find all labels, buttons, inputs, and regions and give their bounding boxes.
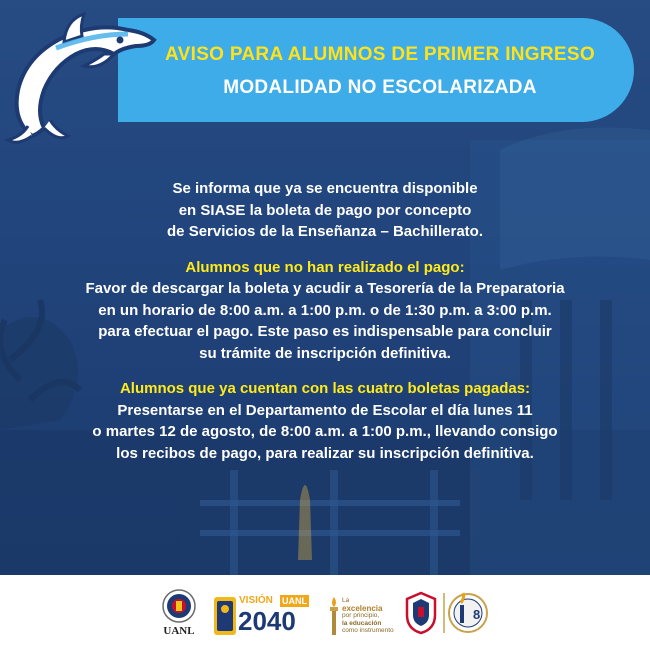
excelencia-logo <box>328 595 394 639</box>
vision-year: 2040 <box>238 606 296 636</box>
section2-line: o martes 12 de agosto, de 8:00 a.m. a 1:00 p.m., llevando consigo <box>92 423 558 440</box>
vision-uanl-label: UANL <box>282 596 307 606</box>
section2-heading: Alumnos que ya cuentan con las cuatro boletas pagadas: <box>119 380 531 397</box>
intro-line: en SIASE la boleta de pago por concepto <box>178 201 472 219</box>
prepa-8-icon <box>443 589 489 637</box>
intro-line: Se informa que ya se encuentra disponible <box>172 180 478 197</box>
header-banner <box>118 18 634 122</box>
excelencia-text: La excelencia por principio, la educación como instrumento <box>342 597 394 634</box>
svg-text:8: 8 <box>473 607 481 622</box>
torch-icon <box>328 597 340 637</box>
vision-2040-logo <box>214 595 310 639</box>
section1-line: en un horario de 8:00 a.m. a 1:00 p.m. o de 1:30 p.m. a 3:00 p.m. <box>98 301 552 319</box>
uanl-label: UANL <box>163 625 195 637</box>
prepa-8-logo <box>443 589 489 637</box>
section2-line: Presentarse en el Departamento de Escolar el día lunes 11 <box>117 401 533 419</box>
uanl-seal-icon <box>162 589 196 623</box>
title-line-2: MODALIDAD NO ESCOLARIZADA <box>223 77 537 98</box>
section1-line: su trámite de inscripción definitiva. <box>199 344 451 362</box>
notice-body <box>0 178 650 464</box>
uanl-logo <box>162 589 196 647</box>
intro-line: de Servicios de la Enseñanza – Bachillerato. <box>167 223 483 240</box>
title-line-1: AVISO PARA ALUMNOS DE PRIMER INGRESO <box>165 44 595 65</box>
section1-line: Favor de descargar la boleta y acudir a Tesorería de la Preparatoria <box>85 280 565 297</box>
dolphin-icon <box>4 8 162 156</box>
vision-emblem-icon <box>214 597 236 635</box>
section1-line: para efectuar el pago. Este paso es indispensable para concluir <box>98 323 552 340</box>
section1-heading: Alumnos que no han realizado el pago: <box>185 258 465 276</box>
vision-label: VISIÓN <box>239 595 273 606</box>
prepa-shield-logo <box>405 591 437 635</box>
footer-logos <box>0 575 650 650</box>
shield-icon <box>405 591 437 635</box>
section2-line: los recibos de pago, para realizar su inscripción definitiva. <box>116 444 534 462</box>
